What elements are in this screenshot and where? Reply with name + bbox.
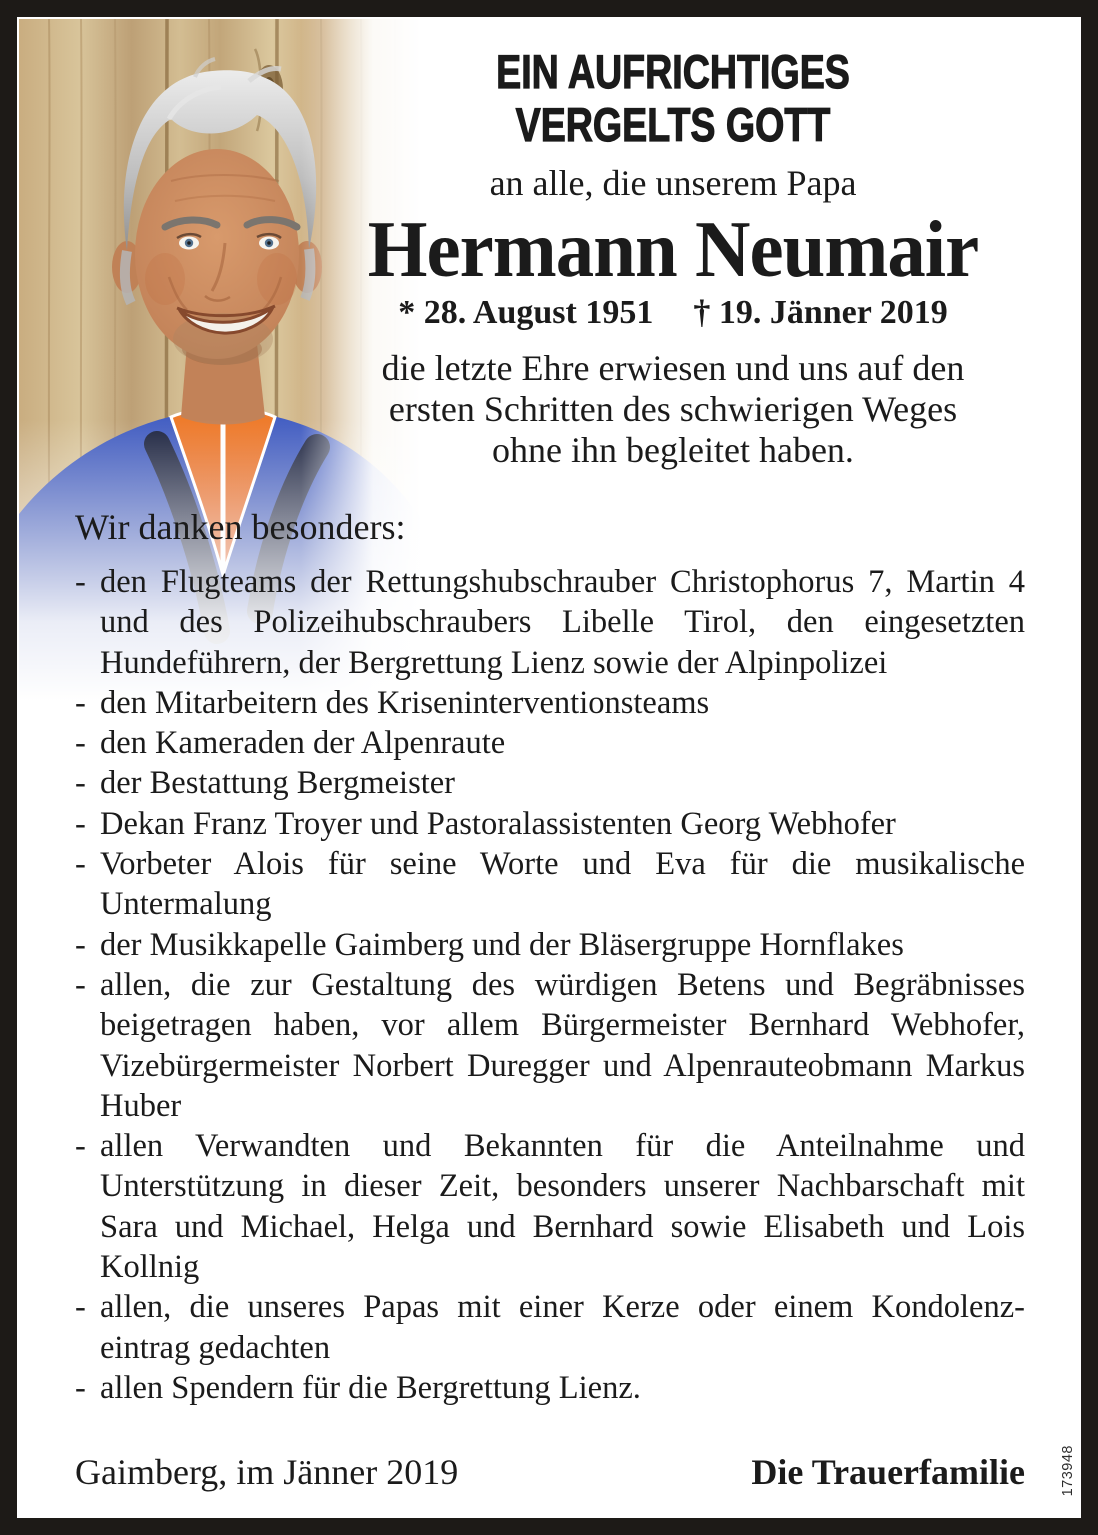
list-dash: - (75, 846, 86, 883)
thanks-item-text: der Musikkapelle Gaimberg und der Bläsergruppe Hornflakes (100, 926, 904, 963)
reference-number: 173948 (1060, 1444, 1076, 1496)
list-dash: - (75, 564, 86, 600)
tribute-line: ersten Schritten des schwierigen Weges (388, 389, 958, 429)
masthead (372, 45, 974, 151)
thanks-heading: Wir danken besonders: (75, 507, 406, 547)
life-dates (297, 293, 1049, 333)
birth-date: * 28. August 1951 (398, 294, 654, 331)
deceased-name: Hermann Neumair (367, 206, 979, 294)
place-date: Gaimberg, im Jänner 2019 (75, 1452, 459, 1492)
signature: Die Trauerfamilie (751, 1452, 1025, 1492)
thanks-item (75, 1126, 1025, 1287)
thanks-item-text: der Bestattung Bergmeister (100, 765, 456, 802)
top-text-column (297, 45, 1049, 471)
thanks-item (75, 965, 1025, 1126)
list-dash: - (75, 684, 86, 721)
masthead-line2: VERGELTS GOTT (515, 98, 831, 151)
tribute-line: die letzte Ehre erwiesen und uns auf den (381, 348, 965, 388)
thanks-item-text: allen Verwandten und Bekannten für die Anteilnahme und Unterstützung in dieser Zeit, besonders unserer Nachbarschaft mit Sara und Michael, Helga und Bernhard sowie Elisabeth und Lois Kollnig (100, 1128, 1025, 1286)
list-dash: - (75, 926, 86, 963)
thanks-item (75, 723, 1025, 763)
list-dash: - (75, 966, 86, 1003)
thanks-item-text: allen, die zur Gestaltung des würdigen Betens und Begräbnisses beigetragen haben, vor allem Bürgermeister Bernhard Webhofer, Vizebürgermeister Norbert Duregger und Alpenrauteobmann Markus Huber (100, 966, 1025, 1124)
thanks-item-text: allen, die unseres Papas mit einer Kerze oder einem Kondolenz- eintrag gedachten (100, 1289, 1025, 1366)
list-dash: - (75, 805, 86, 842)
tribute-line: ohne ihn begleitet haben. (492, 430, 854, 470)
thanks-item-text: Vorbeter Alois für seine Worte und Eva für die musikalische Untermalung (100, 846, 1025, 923)
thanks-item (75, 683, 1025, 723)
list-dash: - (75, 1289, 86, 1326)
thanks-item-text: Dekan Franz Troyer und Pastoralassistenten Georg Webhofer (100, 805, 896, 842)
thanks-item-text: den Kameraden der Alpenraute (100, 725, 506, 762)
thanks-list (75, 562, 1025, 1408)
tribute-paragraph (297, 348, 1049, 471)
list-dash: - (75, 1369, 86, 1406)
thanks-item (75, 1287, 1025, 1368)
thanks-item (75, 1368, 1025, 1408)
list-dash: - (75, 1128, 86, 1165)
list-dash: - (75, 725, 86, 762)
list-dash: - (75, 765, 86, 802)
thanks-item-text: den Flugteams der Rettungshubschrauber Christophorus 7, Martin 4 und des Polizeihubschraubers Libelle Tirol, den eingesetzten Hundeführern, der Bergrettung Lienz sowie der Alpinpolizei (100, 564, 1025, 681)
thanks-item (75, 925, 1025, 965)
masthead-line1: EIN AUFRICHTIGES (496, 45, 850, 98)
thanks-item-text: den Mitarbeitern des Kriseninterventionsteams (100, 684, 710, 721)
thanks-item (75, 763, 1025, 803)
thanks-item (75, 562, 1025, 683)
thanks-item (75, 804, 1025, 844)
thanks-item (75, 844, 1025, 925)
thanks-item-text: allen Spendern für die Bergrettung Lienz. (100, 1369, 641, 1406)
intro-line: an alle, die unserem Papa (489, 163, 857, 203)
death-date: † 19. Jänner 2019 (693, 294, 948, 331)
footer-row (75, 1451, 1025, 1493)
